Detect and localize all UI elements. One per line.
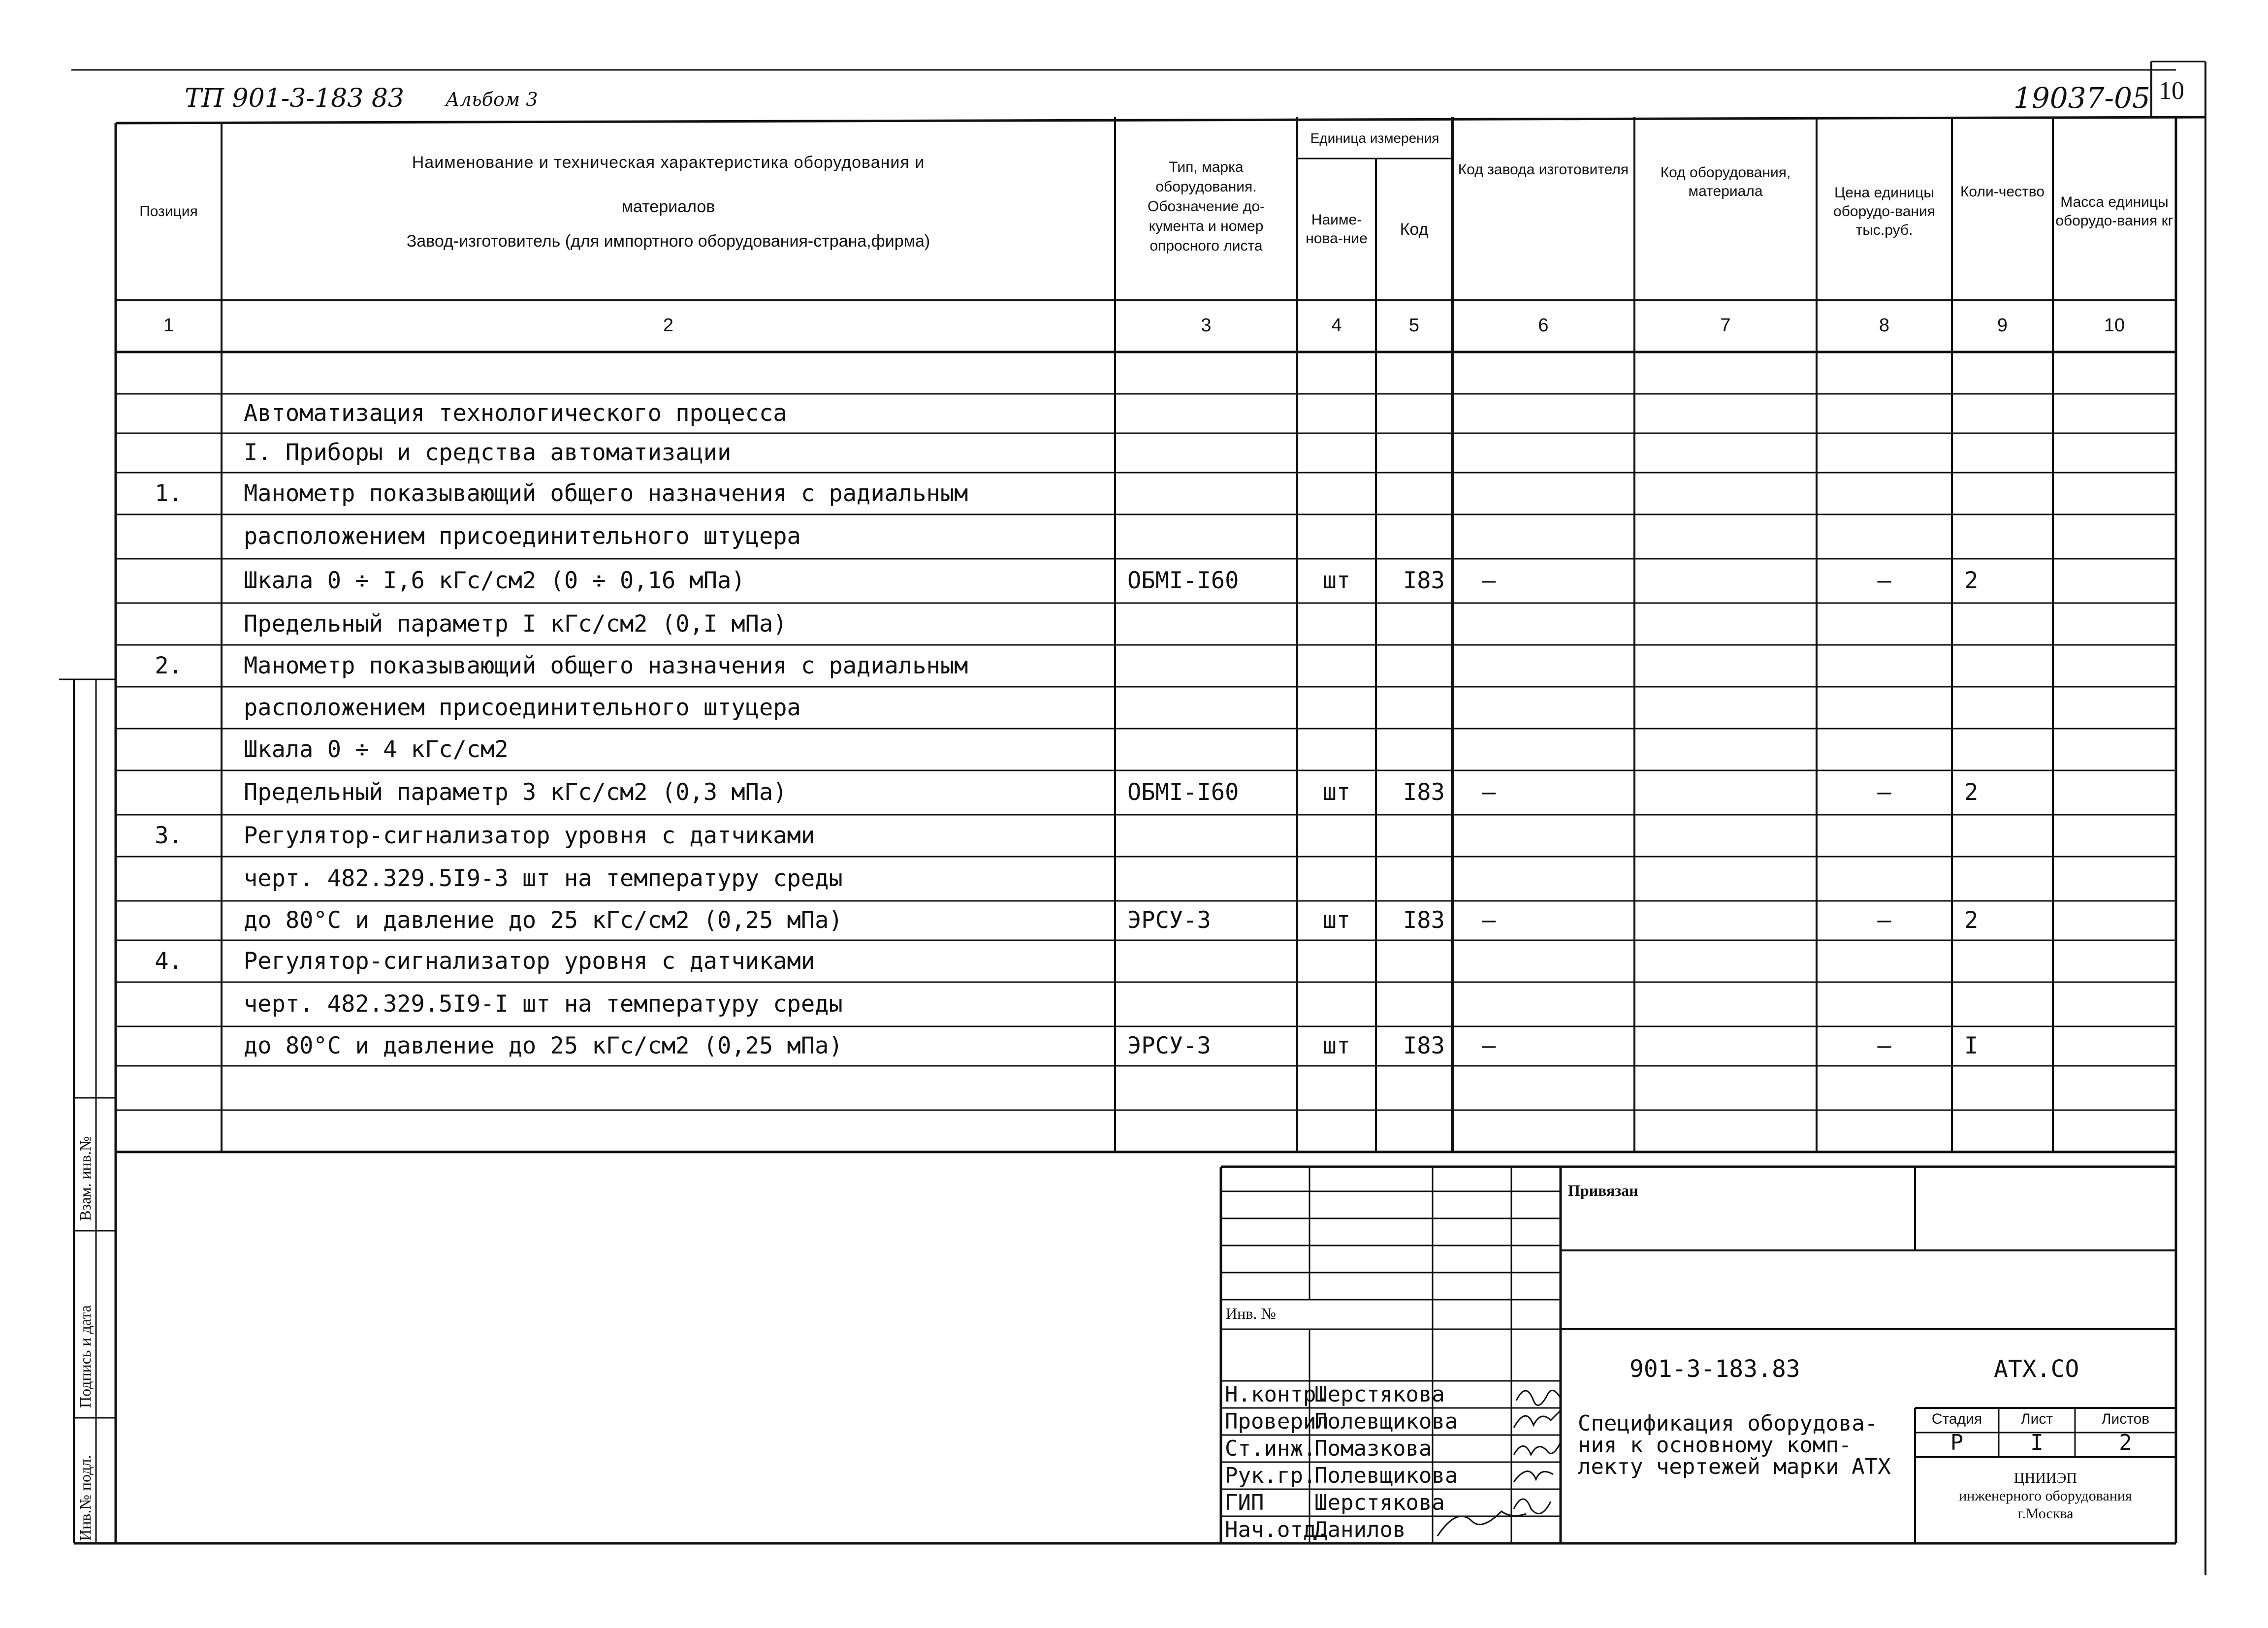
cell-code: I83 (1403, 779, 1445, 806)
signer-role: ГИП (1225, 1490, 1264, 1515)
cell-code: I83 (1403, 1032, 1445, 1059)
cell-price: – (1877, 779, 1891, 806)
header-type-l3: Обозначение до- (1147, 198, 1265, 215)
colnum-7: 7 (1720, 315, 1731, 336)
header-type-l4: кумента и номер (1149, 218, 1264, 234)
cell-name: черт. 482.329.5I9-I шт на температуру среды (244, 990, 843, 1018)
header-unit-code: Код (1400, 220, 1429, 239)
signer-name: Шерстякова (1314, 1490, 1445, 1515)
side-inv-orig: Инв.№ подл. (76, 1455, 94, 1541)
cell-price: – (1877, 907, 1891, 934)
cell-pos: 4. (155, 947, 183, 975)
cell-qty: I (1964, 1032, 1979, 1059)
cell-name: расположением присоединительного штуцера (244, 694, 801, 721)
cell-code: I83 (1403, 567, 1445, 594)
tb-doc-number: 901-3-183.83 (1629, 1355, 1800, 1383)
signer-role: Ст.инж. (1225, 1436, 1316, 1461)
cell-pos: 3. (155, 822, 183, 849)
cell-unit: шт (1322, 907, 1351, 934)
colnum-5: 5 (1408, 315, 1420, 336)
tb-privyazan: Привязан (1568, 1181, 1638, 1199)
tb-org-l3: г.Москва (2017, 1505, 2074, 1522)
cell-name: до 80°С и давление до 25 кГс/см2 (0,25 мПа) (244, 1032, 843, 1059)
cell-name: Манометр показывающий общего назначения с радиальным (244, 479, 968, 507)
cell-maker: – (1482, 567, 1496, 594)
cell-maker: – (1482, 779, 1496, 806)
signer-role: Н.контр. (1225, 1382, 1329, 1407)
header-unit-name: Наиме-нова-ние (1306, 212, 1368, 247)
cell-type: ЭРСУ-3 (1127, 1032, 1211, 1059)
tb-org-l1: ЦНИИЭП (2013, 1470, 2077, 1486)
signer-role: Проверил (1225, 1409, 1329, 1434)
cell-name: Предельный параметр 3 кГс/см2 (0,3 мПа) (244, 779, 787, 806)
header-type-l5: опросного листа (1150, 238, 1263, 254)
cell-type: ЭРСУ-3 (1127, 907, 1211, 934)
cell-name: черт. 482.329.5I9-3 шт на температуру среды (244, 865, 843, 892)
cell-name: Автоматизация технологического процесса (244, 400, 787, 427)
cell-code: I83 (1403, 907, 1445, 934)
cell-pos: 2. (155, 652, 183, 679)
header-mass: Масса единицы оборудо-вания кг (2055, 194, 2173, 229)
colnum-10: 10 (2104, 315, 2125, 336)
tb-stage: Р (1950, 1430, 1964, 1455)
header-price: Цена единицы оборудо-вания тыс.руб. (1833, 185, 1935, 238)
cell-pos: 1. (155, 479, 183, 507)
header-name-line3: Завод-изготовитель (для импортного оборудования-страна,фирма) (406, 232, 930, 251)
cell-name: Манометр показывающий общего назначения с радиальным (244, 652, 968, 679)
signer-role: Нач.отд. (1225, 1517, 1329, 1542)
cell-name: I. Приборы и средства автоматизации (244, 439, 732, 466)
sheet-code: 19037-05 (2013, 81, 2150, 115)
signer-role: Рук.гр. (1225, 1463, 1316, 1488)
cell-unit: шт (1322, 779, 1351, 806)
side-replace-inv: Взам. инв.№ (76, 1136, 94, 1221)
header-maker-code: Код завода изготовителя (1458, 161, 1629, 178)
header-type (1115, 158, 1297, 256)
side-sign-date: Подпись и дата (76, 1305, 94, 1408)
signer-name: Помазкова (1314, 1436, 1432, 1461)
cell-type: ОБМI-I60 (1127, 567, 1239, 594)
header-type-l2: оборудования. (1155, 179, 1257, 195)
cell-qty: 2 (1964, 567, 1979, 594)
colnum-4: 4 (1331, 315, 1342, 336)
tb-sheet-label: Лист (2020, 1411, 2053, 1427)
signer-name: Полевщикова (1314, 1463, 1458, 1488)
header-name-line2: материалов (621, 197, 715, 216)
tb-org-l2: инженерного оборудования (1959, 1488, 2132, 1504)
tb-mark: АТХ.СО (1994, 1355, 2079, 1383)
cell-name: до 80°С и давление до 25 кГс/см2 (0,25 мПа) (244, 907, 843, 934)
header-equip-code: Код оборудования, материала (1660, 164, 1791, 199)
colnum-3: 3 (1201, 315, 1212, 336)
cell-maker: – (1482, 907, 1496, 934)
cell-price: – (1877, 567, 1891, 594)
colnum-9: 9 (1997, 315, 2008, 336)
tb-title-l3: лекту чертежей марки АТХ (1578, 1454, 1891, 1479)
cell-name: Предельный параметр I кГс/см2 (0,I мПа) (244, 610, 787, 638)
signer-name: Шерстякова (1314, 1382, 1445, 1407)
cell-unit: шт (1322, 567, 1351, 594)
cell-maker: – (1482, 1032, 1496, 1059)
tb-title-l2: ния к основному комп- (1578, 1433, 1852, 1458)
header-unit-group: Единица измерения (1310, 130, 1439, 146)
colnum-8: 8 (1879, 315, 1890, 336)
cell-name: Регулятор-сигнализатор уровня с датчиками (244, 947, 815, 975)
doc-code: ТП 901-3-183 83 (185, 84, 404, 113)
tb-org (1915, 1469, 2176, 1523)
cell-type: ОБМI-I60 (1127, 779, 1239, 806)
page-number: 10 (2159, 77, 2184, 105)
cell-name: Шкала 0 ÷ 4 кГс/см2 (244, 735, 509, 763)
colnum-1: 1 (163, 315, 174, 336)
tb-stage-label: Стадия (1931, 1411, 1982, 1427)
cell-price: – (1877, 1032, 1891, 1059)
header-type-l1: Тип, марка (1169, 159, 1244, 175)
header-position: Позиция (139, 203, 198, 220)
cell-qty: 2 (1964, 907, 1979, 934)
album-label: Альбом 3 (446, 89, 538, 110)
signer-name: Полевщикова (1314, 1409, 1458, 1434)
header-qty: Коли-чество (1960, 184, 2045, 200)
tb-title-l1: Спецификация оборудова- (1578, 1411, 1878, 1436)
colnum-6: 6 (1538, 315, 1549, 336)
tb-sheet: I (2030, 1430, 2044, 1455)
colnum-2: 2 (663, 315, 674, 336)
cell-unit: шт (1322, 1032, 1351, 1059)
tb-sheets: 2 (2119, 1430, 2132, 1455)
cell-name: Шкала 0 ÷ I,6 кГс/см2 (0 ÷ 0,16 мПа) (244, 567, 745, 594)
signer-name: Данилов (1314, 1517, 1406, 1542)
tb-inv-no: Инв. № (1226, 1305, 1276, 1322)
header-name-line1: Наименование и техническая характеристика оборудования и (412, 153, 925, 172)
cell-qty: 2 (1964, 779, 1979, 806)
tb-title (1578, 1413, 1891, 1478)
cell-name: расположением присоединительного штуцера (244, 523, 801, 550)
tb-sheets-label: Листов (2101, 1411, 2150, 1427)
cell-name: Регулятор-сигнализатор уровня с датчиками (244, 822, 815, 849)
